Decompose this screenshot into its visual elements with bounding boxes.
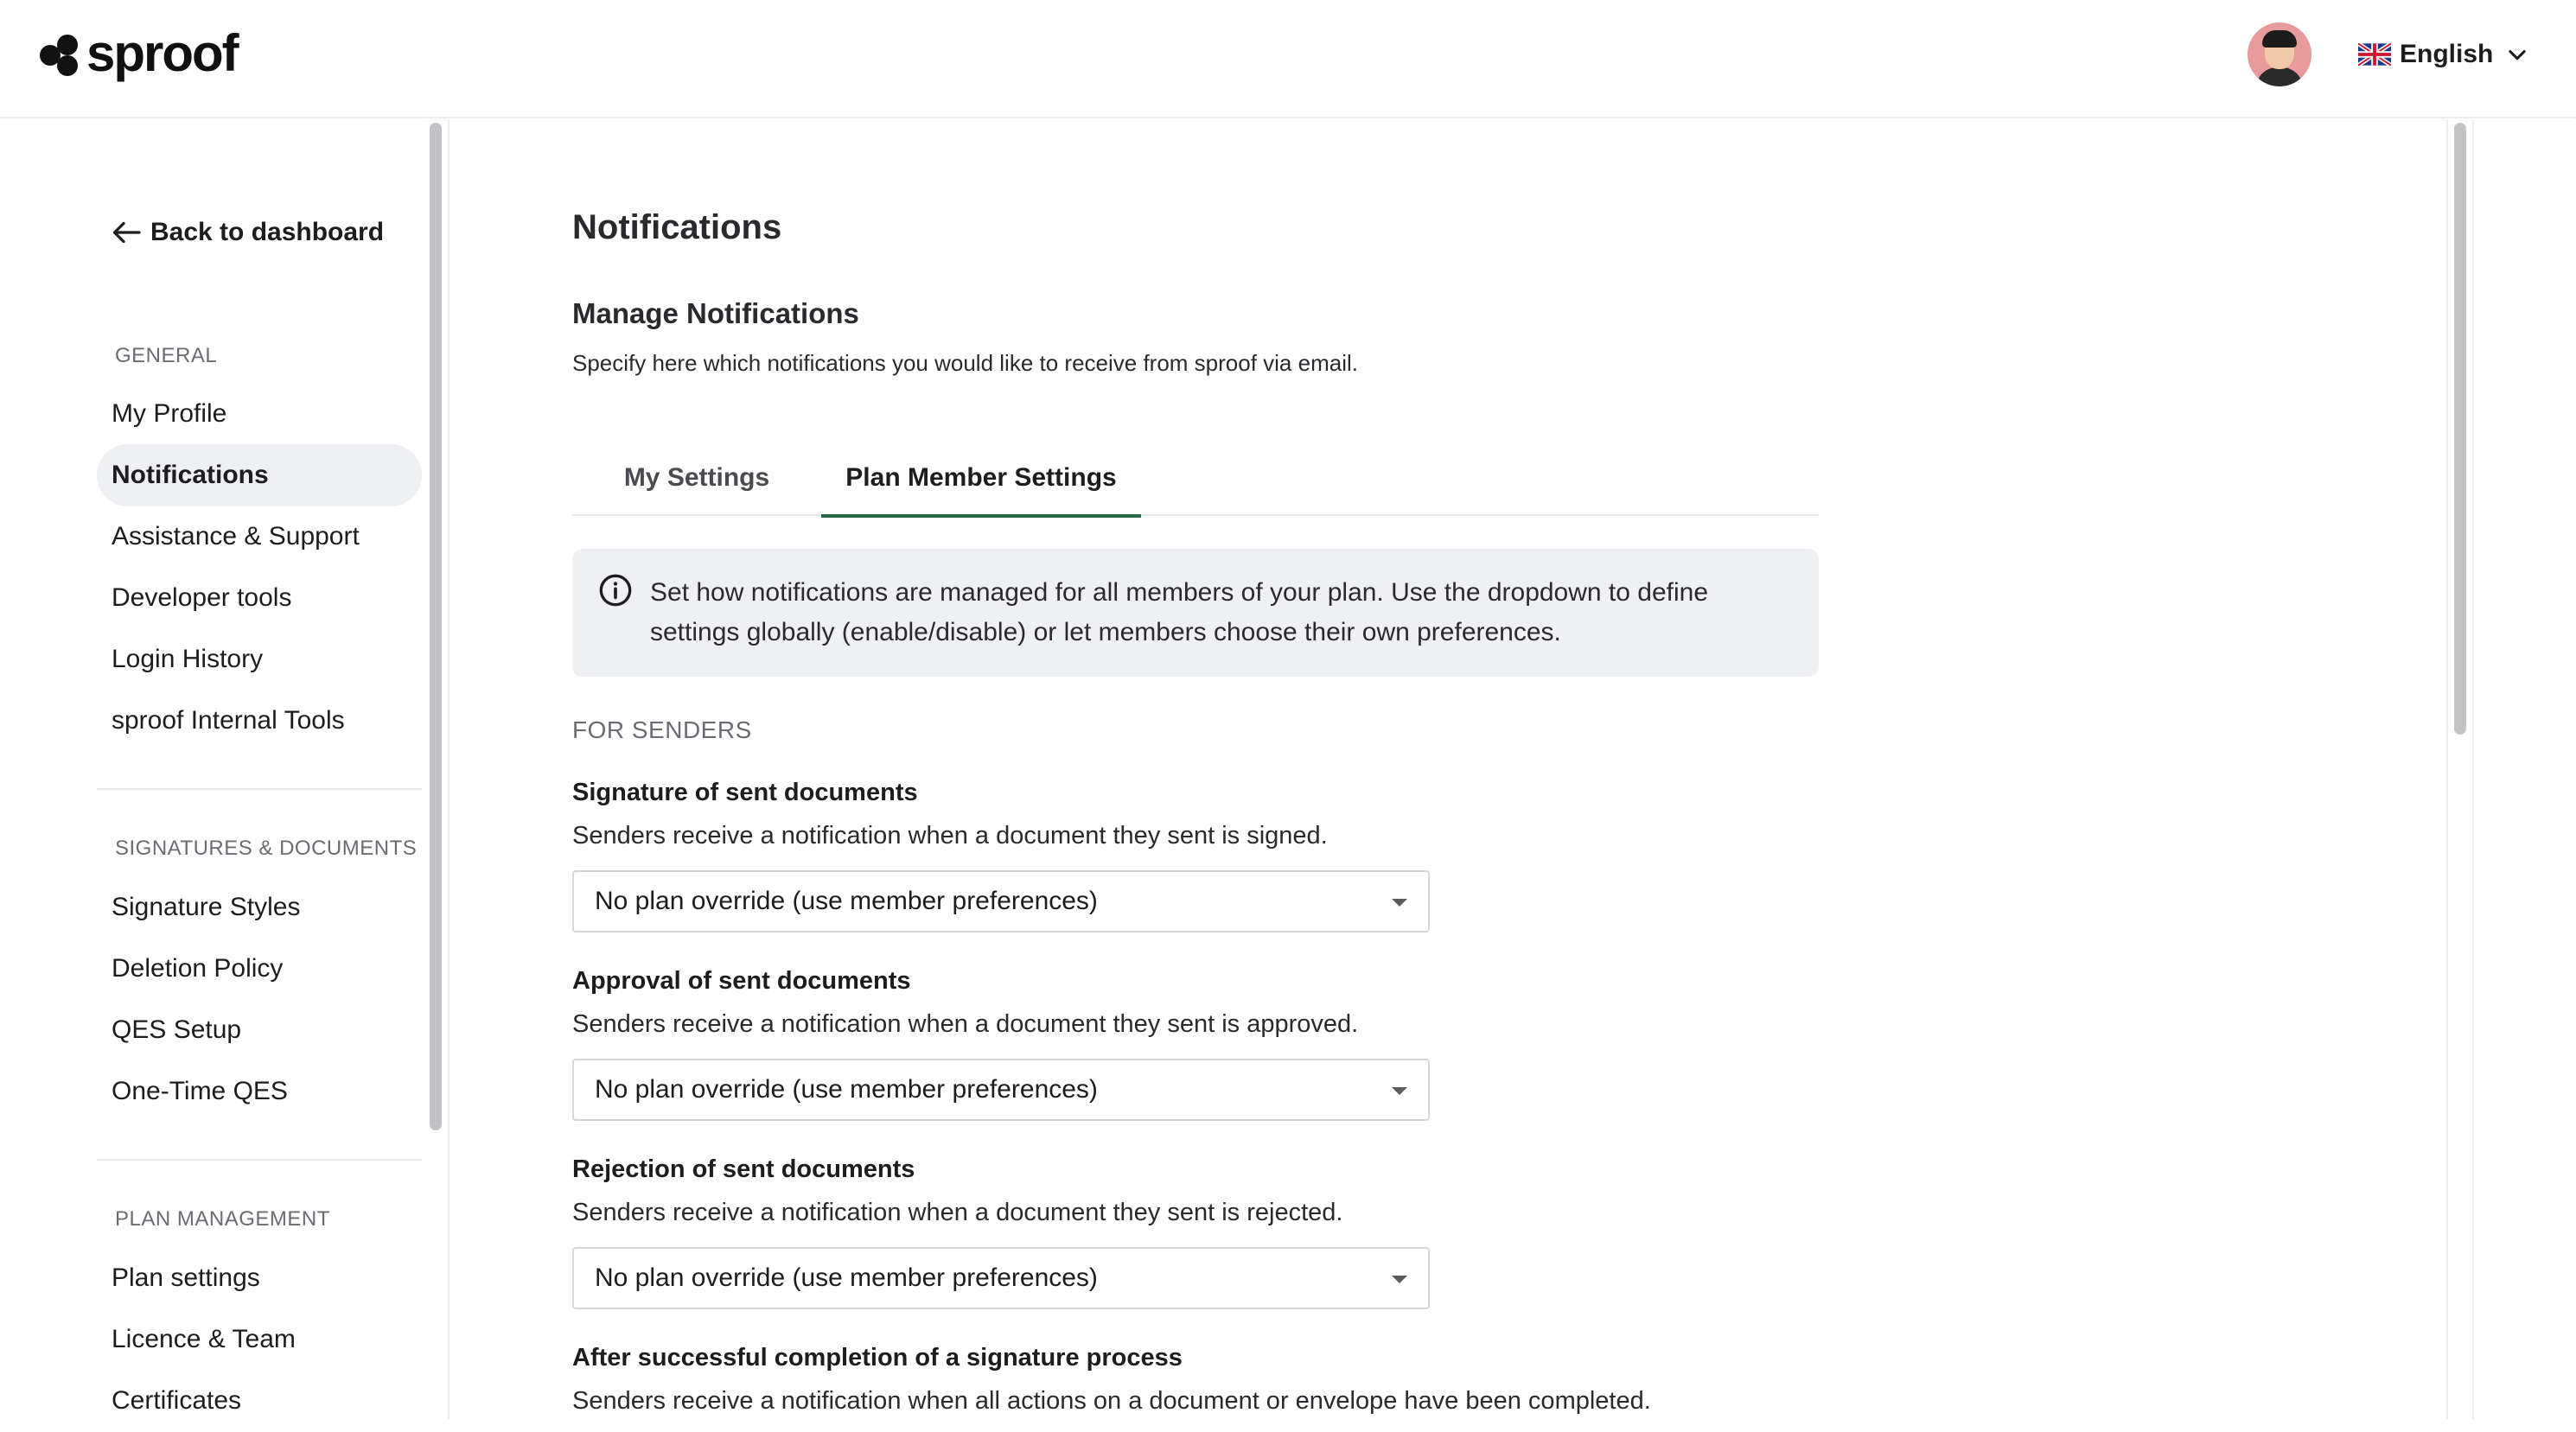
chevron-down-icon — [2505, 42, 2529, 67]
sidebar-item-my-profile[interactable]: My Profile — [112, 399, 227, 428]
caret-down-icon — [1392, 1087, 1407, 1095]
logo-text: sproof — [86, 24, 238, 82]
main-scrollbar-thumb[interactable] — [2454, 123, 2466, 735]
sidebar-item-developer-tools[interactable]: Developer tools — [112, 583, 292, 612]
tab-my-settings[interactable]: My Settings — [623, 463, 770, 492]
sidebar-item-one-time-qes[interactable]: One-Time QES — [112, 1077, 288, 1105]
tab-plan-member-settings[interactable]: Plan Member Settings — [821, 440, 1141, 516]
back-to-dashboard-label: Back to dashboard — [150, 218, 385, 246]
main-content — [450, 120, 2446, 1419]
back-to-dashboard-link[interactable] — [111, 218, 384, 247]
uk-flag-icon — [2358, 43, 2391, 66]
caret-down-icon — [1392, 1276, 1407, 1283]
sidebar-item-signature-styles[interactable]: Signature Styles — [112, 893, 301, 921]
top-header — [0, 0, 2576, 118]
sidebar-section-signatures-documents: SIGNATURES & DOCUMENTS — [115, 837, 418, 860]
section-description: Specify here which notifications you would like to receive from sproof via email. — [572, 350, 1358, 376]
info-banner — [572, 549, 1819, 677]
sidebar-section-general: GENERAL — [115, 344, 218, 367]
info-text-line-1: Set how notifications are managed for all members of your plan. Use the dropdown to define — [650, 578, 1709, 607]
sidebar-item-login-history[interactable]: Login History — [112, 645, 264, 673]
sidebar-divider — [97, 1159, 422, 1161]
select-value: No plan override (use member preferences) — [595, 887, 1098, 915]
setting-description: Senders receive a notification when a document they sent is signed. — [572, 822, 1328, 850]
setting-description: Senders receive a notification when all actions on a document or envelope have been completed. — [572, 1387, 1651, 1415]
setting-completion — [572, 1344, 1819, 1418]
sidebar-item-plan-settings[interactable]: Plan settings — [112, 1263, 260, 1292]
notification-override-select[interactable] — [572, 1247, 1430, 1309]
setting-description: Senders receive a notification when a document they sent is rejected. — [572, 1199, 1343, 1226]
sidebar-item-assistance-support[interactable]: Assistance & Support — [112, 522, 360, 551]
section-title: Manage Notifications — [572, 297, 859, 329]
setting-title: Signature of sent documents — [572, 779, 918, 806]
setting-approval-sent — [572, 967, 1819, 1121]
select-value: No plan override (use member preferences) — [595, 1263, 1098, 1292]
avatar[interactable] — [2248, 22, 2311, 86]
arrow-left-icon — [111, 220, 142, 245]
sidebar-section-plan-management: PLAN MANAGEMENT — [115, 1207, 330, 1231]
info-icon — [598, 573, 633, 608]
logo-mark-icon — [38, 29, 83, 78]
sidebar-divider — [97, 788, 422, 790]
group-label-for-senders: FOR SENDERS — [572, 716, 752, 743]
sidebar-item-deletion-policy[interactable]: Deletion Policy — [112, 954, 284, 983]
setting-title: Approval of sent documents — [572, 967, 911, 995]
settings-tabs — [572, 440, 1819, 516]
sidebar-item-notifications[interactable]: Notifications — [97, 444, 422, 506]
page-title: Notifications — [572, 208, 782, 246]
sidebar-item-internal-tools[interactable]: sproof Internal Tools — [112, 706, 345, 735]
info-text-line-2: settings globally (enable/disable) or let members choose their own preferences. — [650, 618, 1561, 646]
setting-rejection-sent — [572, 1155, 1819, 1309]
sproof-logo[interactable] — [38, 24, 238, 82]
sidebar-item-qes-setup[interactable]: QES Setup — [112, 1015, 242, 1044]
notification-override-select[interactable] — [572, 870, 1430, 932]
setting-description: Senders receive a notification when a document they sent is approved. — [572, 1010, 1359, 1038]
language-label: English — [2400, 40, 2494, 68]
setting-signature-sent — [572, 779, 1819, 932]
sidebar-item-licence-team[interactable]: Licence & Team — [112, 1325, 296, 1353]
setting-title: After successful completion of a signature process — [572, 1344, 1183, 1372]
setting-title: Rejection of sent documents — [572, 1155, 915, 1183]
language-selector[interactable] — [2358, 33, 2529, 76]
sidebar-item-certificates[interactable]: Certificates — [112, 1386, 242, 1415]
notification-override-select[interactable] — [572, 1059, 1430, 1121]
select-value: No plan override (use member preferences) — [595, 1075, 1098, 1104]
sidebar-scrollbar-thumb[interactable] — [430, 123, 442, 1130]
caret-down-icon — [1392, 899, 1407, 907]
